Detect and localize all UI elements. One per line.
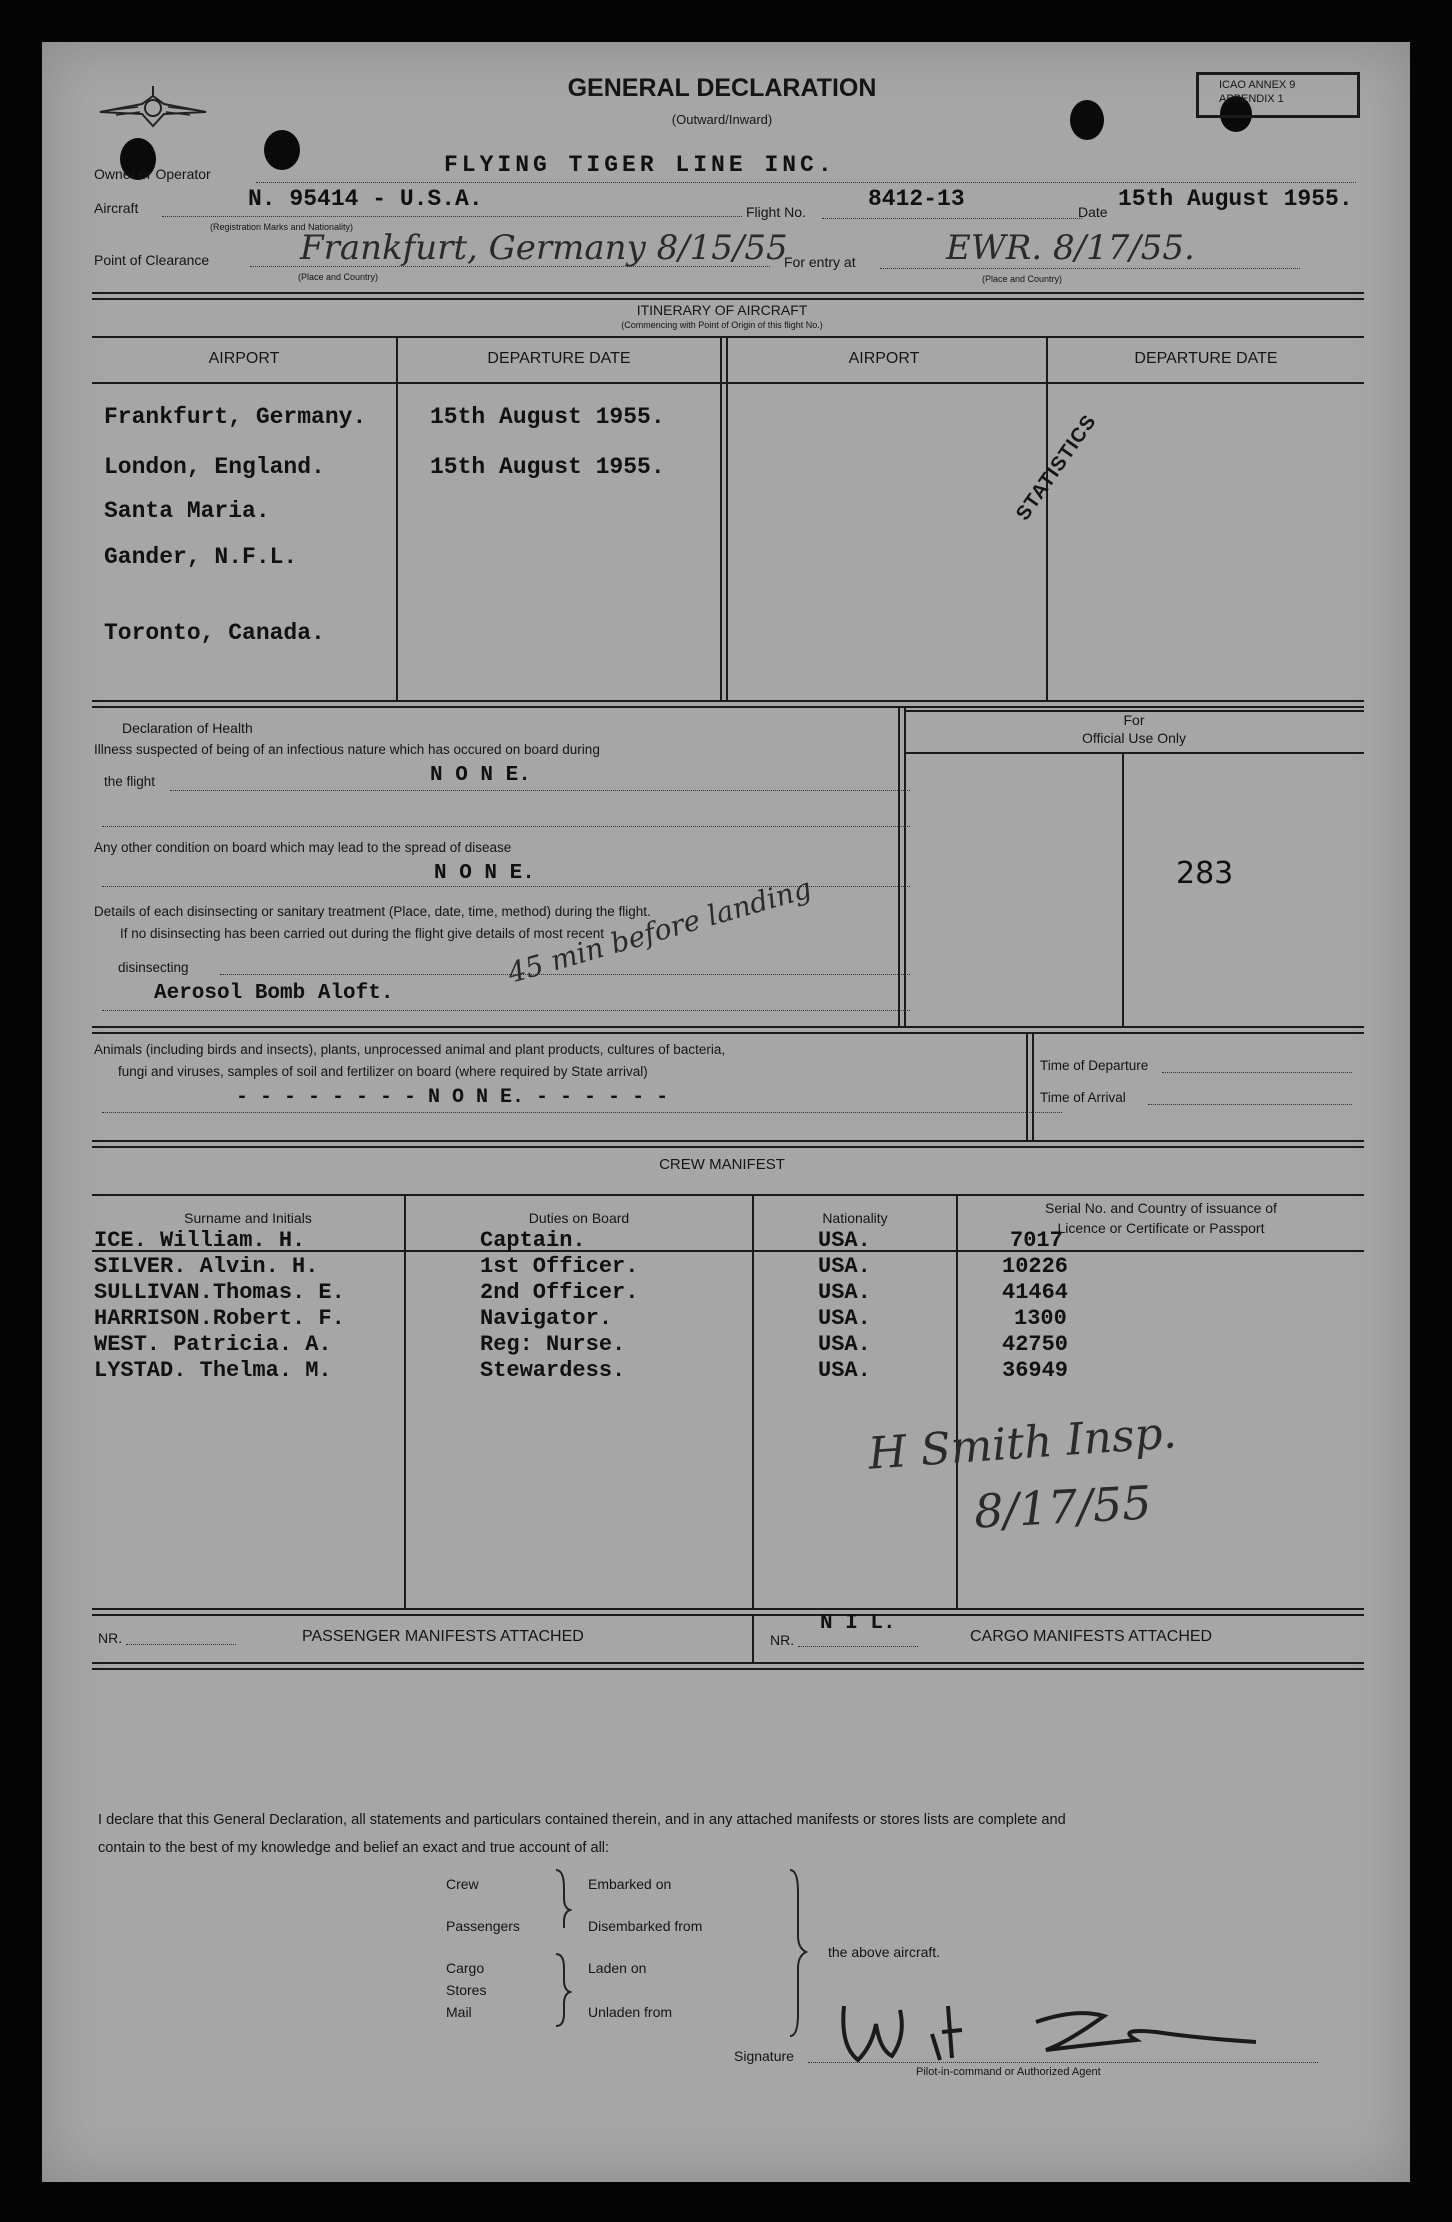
inspector-date: 8/17/55 [972,1475,1153,1539]
crew-nationality: USA. [818,1254,871,1279]
entry-sublabel: (Place and Country) [982,274,1063,284]
itinerary-airport: London, England. [104,454,325,480]
crew-duty: Reg: Nurse. [480,1332,626,1357]
passenger-manifests-label: PASSENGER MANIFESTS ATTACHED [302,1628,584,1645]
crew-nationality: USA. [818,1228,871,1253]
animals-text2: fungi and viruses, samples of soil and fertilizer on board (where required by State arrival) [118,1064,648,1079]
health-a3: Aerosol Bomb Aloft. [154,982,394,1005]
declaration-laden: Laden on [588,1960,647,1976]
cargo-nr-value: N I L. [820,1612,896,1635]
itinerary-col-departure2: DEPARTURE DATE [1134,350,1278,367]
cargo-nr-label: NR. [770,1632,795,1648]
health-handwritten-note: 45 min before landing [504,871,815,990]
time-arrival-label: Time of Arrival [1040,1090,1126,1105]
date-value: 15th August 1955. [1118,186,1353,212]
signature-label: Signature [734,2048,794,2064]
crew-name: ICE. William. H. [94,1228,306,1253]
passenger-nr-label: NR. [98,1630,123,1646]
document-title: GENERAL DECLARATION [567,74,877,102]
crew-duty: Captain. [480,1228,586,1253]
health-q3c: disinsecting [118,960,189,975]
declaration-embarked: Embarked on [588,1876,672,1892]
itinerary-col-airport2: AIRPORT [848,350,920,367]
annex-box [1196,72,1360,118]
clearance-sublabel: (Place and Country) [298,272,379,282]
annex-line2: APPENDIX 1 [1219,93,1284,105]
statistics-stamp: STATISTICS [1012,410,1101,525]
crew-serial: 36949 [1002,1358,1069,1383]
flight-value: 8412-13 [868,186,965,212]
clearance-value: Frankfurt, Germany 8/15/55 [300,228,788,268]
crew-title: CREW MANIFEST [659,1156,785,1173]
aircraft-value: N. 95414 - U.S.A. [248,186,483,212]
crew-nationality: USA. [818,1280,871,1305]
crew-name: SULLIVAN.Thomas. E. [94,1280,345,1305]
itinerary-date: 15th August 1955. [430,404,665,430]
brace-left-icon [552,1868,572,2028]
declaration-passengers: Passengers [446,1918,520,1934]
cargo-manifests-label: CARGO MANIFESTS ATTACHED [970,1628,1213,1645]
crew-serial: 7017 [1010,1228,1063,1253]
itinerary-col-airport: AIRPORT [208,350,280,367]
itinerary-subtitle: (Commencing with Point of Origin of this flight No.) [621,320,823,330]
declaration-stores: Stores [446,1982,487,1998]
owner-label: Owner or Operator [94,166,211,182]
crew-col-duty: Duties on Board [528,1210,630,1226]
crew-duty: Stewardess. [480,1358,626,1383]
captain-signature [836,1986,1276,2070]
itinerary-airport: Frankfurt, Germany. [104,404,367,430]
declaration-text2: contain to the best of my knowledge and belief an exact and true account of all: [98,1840,610,1856]
crew-duty: 2nd Officer. [480,1280,639,1305]
health-q3b: If no disinsecting has been carried out during the flight give details of most recent [120,926,605,941]
itinerary-airport: Santa Maria. [104,498,270,524]
official-label2: Official Use Only [1082,730,1186,746]
health-a1: N O N E. [430,764,531,787]
official-label1: For [1123,712,1145,728]
signature-sublabel: Pilot-in-command or Authorized Agent [916,2066,1101,2078]
itinerary-airport: Gander, N.F.L. [104,544,298,570]
declaration-above-aircraft: the above aircraft. [828,1944,941,1960]
declaration-unladen: Unladen from [588,2004,673,2020]
animals-text1: Animals (including birds and insects), plants, unprocessed animal and plant products, cultures of bacteria, [94,1042,726,1057]
declaration-mail: Mail [446,2004,472,2020]
crew-col-name: Surname and Initials [184,1210,312,1226]
declaration-disembarked: Disembarked from [588,1918,703,1934]
crew-serial: 10226 [1002,1254,1069,1279]
entry-label: For entry at [784,254,856,270]
crew-name: SILVER. Alvin. H. [94,1254,319,1279]
owner-value: FLYING TIGER LINE INC. [444,152,836,178]
health-q1b: the flight [104,774,156,789]
crew-name: LYSTAD. Thelma. M. [94,1358,332,1383]
annex-line1: ICAO ANNEX 9 [1219,79,1296,91]
crew-serial: 42750 [1002,1332,1069,1357]
crew-col-serial2: Licence or Certificate or Passport [1057,1220,1265,1236]
document-subtitle: (Outward/Inward) [671,112,773,127]
crew-col-serial1: Serial No. and Country of issuance of [1045,1200,1277,1216]
animals-value: - - - - - - - - N O N E. - - - - - - [236,1086,669,1109]
crew-duty: Navigator. [480,1306,613,1331]
itinerary-date: 15th August 1955. [430,454,665,480]
itinerary-airport: Toronto, Canada. [104,620,325,646]
crew-name: WEST. Patricia. A. [94,1332,332,1357]
itinerary-title: ITINERARY OF AIRCRAFT [636,302,808,318]
date-label: Date [1078,204,1108,220]
crew-nationality: USA. [818,1358,871,1383]
punch-hole [1070,100,1104,140]
health-q1: Illness suspected of being of an infectious nature which has occured on board during [94,742,600,757]
declaration-text1: I declare that this General Declaration, all statements and particulars contained therein, and in any attached manifests or stores lists are complete and [98,1812,1066,1828]
declaration-cargo: Cargo [446,1960,485,1976]
clearance-label: Point of Clearance [94,252,210,268]
flight-label: Flight No. [746,204,806,220]
brace-right-icon [788,1868,808,2038]
aircraft-label: Aircraft [94,200,139,216]
crew-nationality: USA. [818,1306,871,1331]
aircraft-sublabel: (Registration Marks and Nationality) [210,222,354,232]
declaration-document [42,42,1410,2182]
winged-emblem-icon [98,82,208,138]
crew-serial: 41464 [1002,1280,1069,1305]
punch-hole [264,130,300,170]
declaration-crew: Crew [446,1876,479,1892]
crew-duty: 1st Officer. [480,1254,639,1279]
inspector-signature: H Smith Insp. [866,1407,1179,1480]
itinerary-col-departure: DEPARTURE DATE [487,350,631,367]
official-number: 283 [1176,856,1234,891]
health-q2: Any other condition on board which may lead to the spread of disease [94,840,512,855]
entry-value: EWR. 8/17/55. [946,228,1195,268]
health-q3: Details of each disinsecting or sanitary treatment (Place, date, time, method) during the flight. [94,904,651,919]
crew-col-nationality: Nationality [822,1210,888,1226]
time-departure-label: Time of Departure [1040,1058,1149,1073]
crew-name: HARRISON.Robert. F. [94,1306,345,1331]
crew-serial: 1300 [1014,1306,1067,1331]
health-title: Declaration of Health [122,720,253,736]
crew-nationality: USA. [818,1332,871,1357]
health-a2: N O N E. [434,862,535,885]
